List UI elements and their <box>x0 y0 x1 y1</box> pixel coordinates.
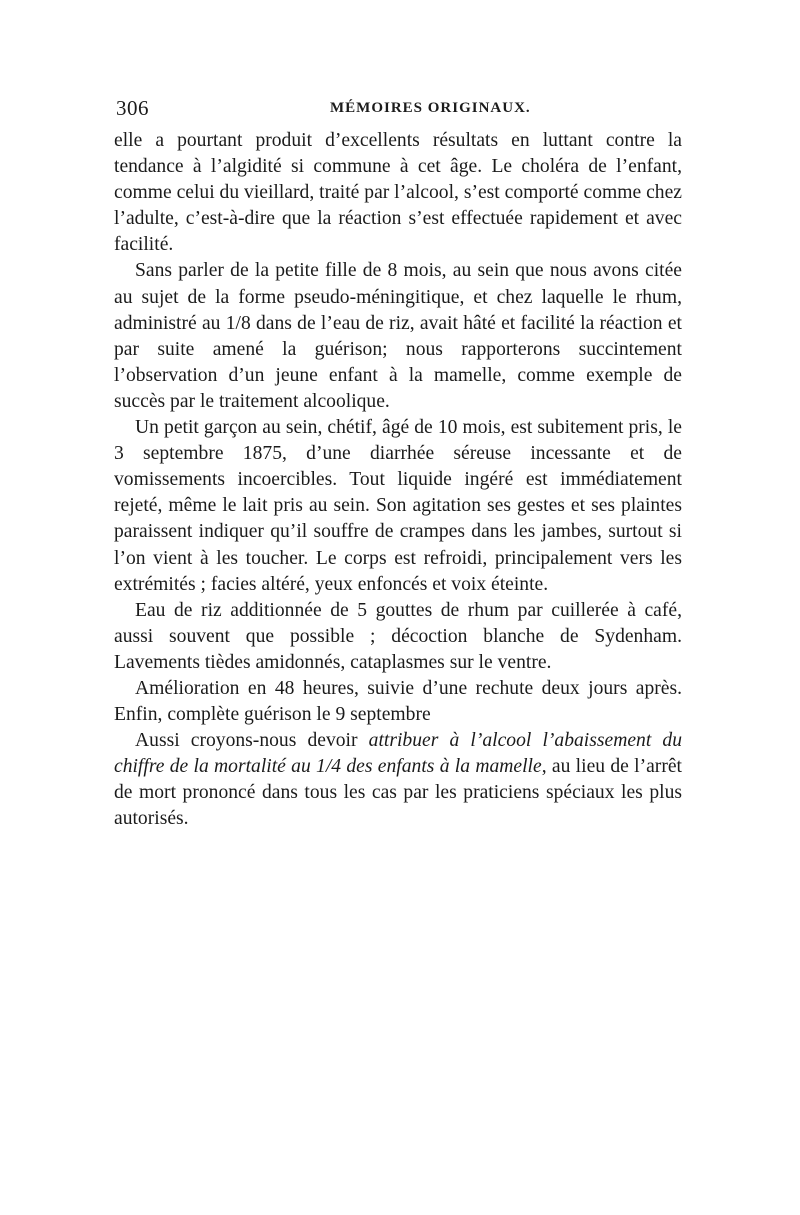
paragraph-6-italic: attribuer à l’alcool l’abaissement du chiffre de la mortalité au 1/4 des enfants à la mamelle <box>114 730 683 778</box>
paragraph-6-end: , au lieu de l’arrêt de mort prononcé dans tous les cas par les praticiens spéciaux les plus autorisés. <box>114 756 682 830</box>
running-head: MÉMOIRES ORIGINAUX. <box>330 100 531 116</box>
paragraph-1: elle a pourtant produit d’excellents résultats en luttant contre la tendance à l’algidité si commune à cet âge. Le choléra de l’enfant, comme celui du vieillard, traité par l’alcool, s’est comporté comme chez l’adulte, c’est-à-dire que la réaction s’est effectuée rapidement et avec facilité. <box>114 130 682 256</box>
page-header <box>116 96 676 124</box>
paragraph-5: Amélioration en 48 heures, suivie d’une rechute deux jours après. Enfin, complète guérison le 9 septembre <box>114 677 682 726</box>
paragraph-6 <box>114 728 682 832</box>
paragraph-3: Un petit garçon au sein, chétif, âgé de 10 mois, est subitement pris, le 3 septembre 1875, d’une diarrhée séreuse incessante et de vomissements incoercibles. Tout liquide ingéré est immédiatement rejeté, même le lait pris au sein. Son agitation ses gestes et ses plaintes paraissent indiquer qu’il souffre de crampes dans les jambes, surtout si l’on vient à les toucher. Le corps est refroidi, principalement vers les extrémités ; facies altéré, yeux enfoncés et voix éteinte. <box>114 417 682 595</box>
body-text <box>114 128 682 833</box>
paragraph-6-start: Aussi croyons-nous devoir <box>135 730 369 752</box>
paragraph-2: Sans parler de la petite fille de 8 mois, au sein que nous avons citée au sujet de la forme pseudo-méningitique, et chez laquelle le rhum, administré au 1/8 dans de l’eau de riz, avait hâté et facilité la réaction et par suite amené la guérison; nous rapporterons succintement l’observation d’un jeune enfant à la mamelle, comme exemple de succès par le traitement alcoolique. <box>114 260 682 412</box>
paragraph-4: Eau de riz additionnée de 5 gouttes de rhum par cuillerée à café, aussi souvent que possible ; décoction blanche de Sydenham. Lavements tièdes amidonnés, cataplasmes sur le ventre. <box>114 599 682 673</box>
page-number: 306 <box>116 96 149 120</box>
